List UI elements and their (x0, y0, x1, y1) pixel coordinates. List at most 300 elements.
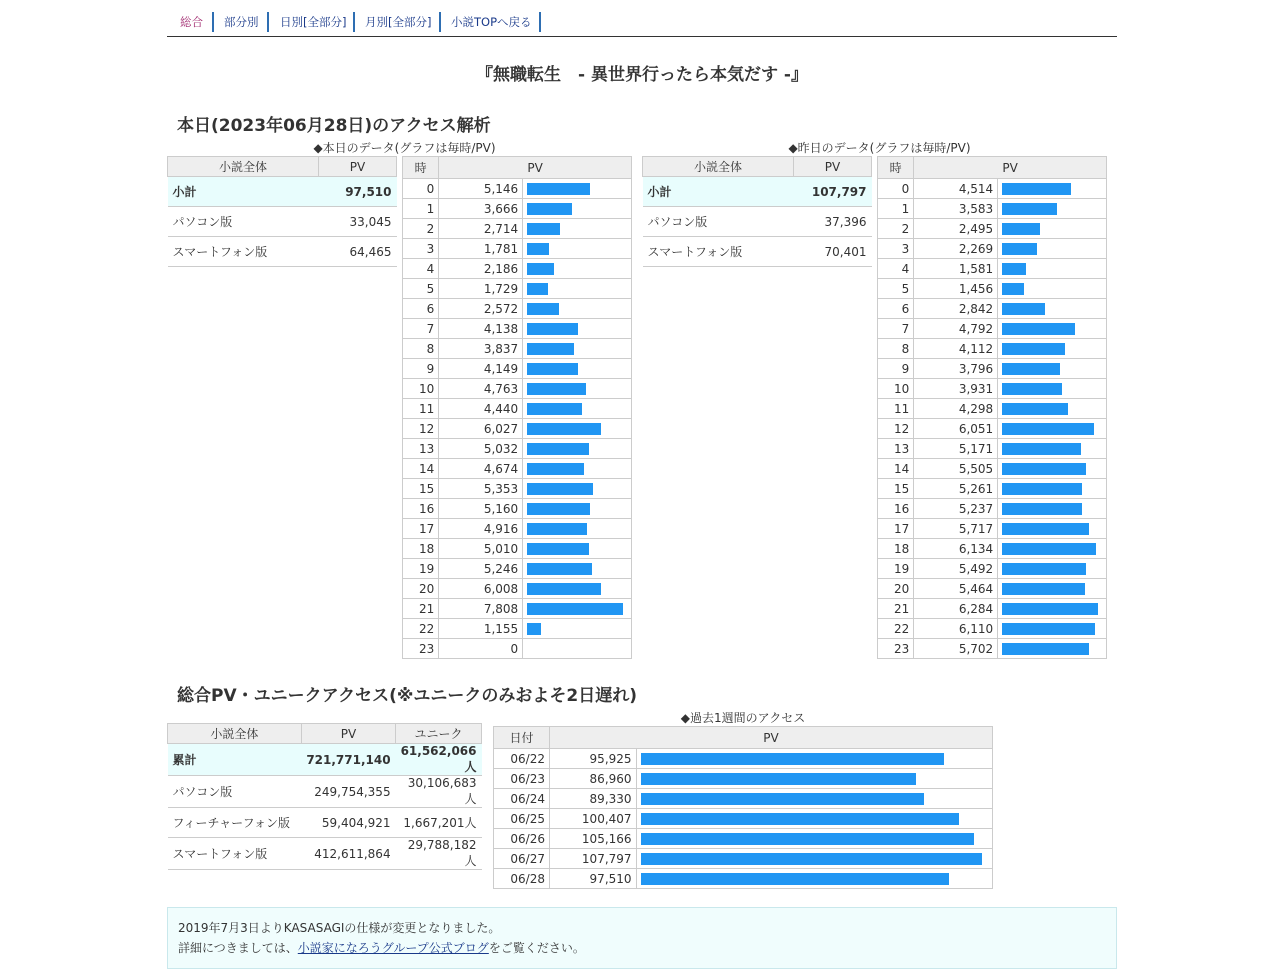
hour-row (403, 279, 632, 299)
pv-bar (641, 773, 916, 785)
pv-bar (641, 753, 944, 765)
pv-bar (1002, 303, 1045, 315)
pv-bar (527, 263, 554, 275)
bar-cell (523, 339, 632, 359)
row-value: 70,401 (794, 237, 872, 267)
row-pv: 249,754,355 (301, 776, 395, 808)
nav-item-monthly[interactable]: 月別[全部分] (365, 15, 432, 29)
hour-row (403, 419, 632, 439)
pv-cell: 4,440 (439, 399, 523, 419)
row-label: スマートフォン版 (643, 237, 794, 267)
date-cell: 06/22 (494, 749, 550, 769)
bar-cell (523, 519, 632, 539)
hour-cell: 14 (403, 459, 439, 479)
bar-cell (523, 499, 632, 519)
hour-cell: 20 (878, 579, 914, 599)
hour-row (878, 519, 1107, 539)
pv-bar (527, 503, 590, 515)
week-row (494, 769, 993, 789)
pv-bar (1002, 603, 1098, 615)
hour-cell: 16 (878, 499, 914, 519)
row-value: 33,045 (319, 207, 397, 237)
hour-cell: 13 (403, 439, 439, 459)
pv-cell: 5,464 (914, 579, 998, 599)
bar-cell (523, 599, 632, 619)
pv-bar (1002, 383, 1062, 395)
today-heading: 本日(2023年06月28日)のアクセス解析 (177, 116, 491, 136)
pv-cell: 5,237 (914, 499, 998, 519)
hour-row (403, 499, 632, 519)
table-row (643, 237, 872, 267)
hour-cell: 2 (878, 219, 914, 239)
table-row (168, 776, 482, 808)
pv-bar (1002, 523, 1089, 535)
hour-row (403, 339, 632, 359)
bar-cell (523, 219, 632, 239)
pv-bar (641, 833, 974, 845)
nav-separator (267, 12, 269, 32)
bar-cell (523, 419, 632, 439)
pv-cell: 1,781 (439, 239, 523, 259)
pv-cell: 1,729 (439, 279, 523, 299)
hour-cell: 1 (878, 199, 914, 219)
table-row (643, 177, 872, 207)
pv-bar (1002, 463, 1086, 475)
hour-cell: 1 (403, 199, 439, 219)
pv-cell: 4,138 (439, 319, 523, 339)
row-unique: 1,667,201人 (396, 808, 482, 838)
row-value: 97,510 (319, 177, 397, 207)
bar-cell (998, 219, 1107, 239)
pv-bar (1002, 583, 1085, 595)
bar-cell (523, 539, 632, 559)
today-summary-table (167, 156, 397, 267)
pv-cell: 7,808 (439, 599, 523, 619)
notice-prefix: 詳細につきましては、 (178, 941, 298, 955)
bar-cell (523, 579, 632, 599)
hour-cell: 5 (878, 279, 914, 299)
pv-bar (527, 223, 560, 235)
pv-bar (641, 853, 982, 865)
hour-cell: 19 (403, 559, 439, 579)
bar-cell (998, 359, 1107, 379)
row-label: フィーチャーフォン版 (168, 808, 302, 838)
today-hourly-table (402, 156, 632, 659)
pv-bar (527, 303, 559, 315)
row-label: パソコン版 (168, 776, 302, 808)
pv-cell: 5,010 (439, 539, 523, 559)
hour-row (878, 459, 1107, 479)
hour-cell: 16 (403, 499, 439, 519)
hour-cell: 11 (878, 399, 914, 419)
pv-bar (527, 483, 593, 495)
hour-row (878, 559, 1107, 579)
bar-cell (523, 559, 632, 579)
bar-cell (523, 379, 632, 399)
pv-bar (527, 243, 549, 255)
bar-cell (523, 439, 632, 459)
bar-cell (636, 809, 992, 829)
hour-row (403, 199, 632, 219)
pv-bar (527, 343, 574, 355)
pv-bar (1002, 343, 1065, 355)
bar-cell (998, 539, 1107, 559)
hour-row (878, 259, 1107, 279)
table-row (168, 237, 397, 267)
table-row (168, 207, 397, 237)
hour-row (878, 239, 1107, 259)
hour-cell: 22 (878, 619, 914, 639)
notice-suffix: をご覧ください。 (488, 941, 585, 955)
bar-cell (636, 769, 992, 789)
pv-cell: 5,246 (439, 559, 523, 579)
hour-row (878, 579, 1107, 599)
pv-cell: 2,495 (914, 219, 998, 239)
hour-cell: 22 (403, 619, 439, 639)
pv-cell: 86,960 (550, 769, 637, 789)
date-cell: 06/26 (494, 829, 550, 849)
hour-row (878, 179, 1107, 199)
row-label: パソコン版 (168, 207, 319, 237)
bar-cell (998, 479, 1107, 499)
row-value: 37,396 (794, 207, 872, 237)
hour-cell: 11 (403, 399, 439, 419)
pv-cell: 4,916 (439, 519, 523, 539)
bar-cell (998, 379, 1107, 399)
hour-row (878, 399, 1107, 419)
hour-row (878, 199, 1107, 219)
week-row (494, 849, 993, 869)
pv-bar (527, 563, 592, 575)
bar-cell (998, 499, 1107, 519)
bar-cell (998, 259, 1107, 279)
hour-row (878, 639, 1107, 659)
pv-bar (1002, 283, 1024, 295)
pv-cell: 6,051 (914, 419, 998, 439)
date-cell: 06/24 (494, 789, 550, 809)
pv-bar (1002, 483, 1082, 495)
hour-cell: 21 (878, 599, 914, 619)
total-summary-table (167, 723, 482, 870)
pv-cell: 2,714 (439, 219, 523, 239)
pv-cell: 1,155 (439, 619, 523, 639)
hour-row (403, 379, 632, 399)
pv-cell: 89,330 (550, 789, 637, 809)
nav-item-novel-top[interactable]: 小説TOPへ戻る (451, 15, 532, 29)
hour-cell: 14 (878, 459, 914, 479)
pv-bar (1002, 223, 1040, 235)
pv-cell: 3,931 (914, 379, 998, 399)
bar-cell (523, 359, 632, 379)
hour-cell: 18 (878, 539, 914, 559)
bar-cell (998, 299, 1107, 319)
pv-cell: 6,008 (439, 579, 523, 599)
hour-cell: 23 (878, 639, 914, 659)
nav-separator (353, 12, 355, 32)
col-header: 小説全体 (643, 157, 794, 177)
hour-row (403, 319, 632, 339)
hour-cell: 18 (403, 539, 439, 559)
pv-bar (1002, 203, 1057, 215)
table-row (168, 177, 397, 207)
bar-cell (998, 199, 1107, 219)
nav-separator (439, 12, 441, 32)
table-row (168, 838, 482, 870)
bar-cell (636, 829, 992, 849)
week-row (494, 829, 993, 849)
pv-bar (1002, 263, 1026, 275)
col-header: PV (914, 157, 1107, 179)
row-unique: 30,106,683人 (396, 776, 482, 808)
pv-bar (527, 363, 578, 375)
bar-cell (998, 459, 1107, 479)
week-row (494, 869, 993, 889)
bar-cell (998, 639, 1107, 659)
week-row (494, 789, 993, 809)
bar-cell (523, 199, 632, 219)
bar-cell (636, 749, 992, 769)
hour-row (403, 579, 632, 599)
pv-bar (527, 543, 589, 555)
pv-cell: 3,837 (439, 339, 523, 359)
table-row (643, 207, 872, 237)
bar-cell (523, 619, 632, 639)
official-blog-link[interactable]: 小説家になろうグループ公式ブログ (297, 941, 489, 955)
row-label: 累計 (168, 744, 302, 776)
nav-separator (539, 12, 541, 32)
row-unique: 29,788,182人 (396, 838, 482, 870)
hour-cell: 0 (403, 179, 439, 199)
bar-cell (998, 559, 1107, 579)
col-header: PV (301, 724, 395, 744)
pv-cell: 6,134 (914, 539, 998, 559)
hour-row (878, 499, 1107, 519)
row-value: 107,797 (794, 177, 872, 207)
hour-cell: 17 (403, 519, 439, 539)
nav-item-daily[interactable]: 日別[全部分] (280, 15, 347, 29)
pv-cell: 2,269 (914, 239, 998, 259)
pv-cell: 97,510 (550, 869, 637, 889)
pv-cell: 5,505 (914, 459, 998, 479)
week-row (494, 809, 993, 829)
bar-cell (523, 299, 632, 319)
pv-bar (641, 813, 959, 825)
hour-row (878, 339, 1107, 359)
hour-cell: 15 (403, 479, 439, 499)
pv-cell: 2,186 (439, 259, 523, 279)
hour-row (403, 259, 632, 279)
hour-cell: 9 (878, 359, 914, 379)
pv-bar (527, 283, 548, 295)
row-unique: 61,562,066人 (396, 744, 482, 776)
date-cell: 06/25 (494, 809, 550, 829)
hour-cell: 3 (403, 239, 439, 259)
hour-cell: 12 (403, 419, 439, 439)
hour-cell: 9 (403, 359, 439, 379)
pv-cell: 95,925 (550, 749, 637, 769)
date-cell: 06/27 (494, 849, 550, 869)
table-row (168, 744, 482, 776)
yesterday-summary-table (642, 156, 872, 267)
bar-cell (998, 579, 1107, 599)
pv-bar (527, 443, 589, 455)
pv-cell: 4,763 (439, 379, 523, 399)
bar-cell (998, 339, 1107, 359)
hour-cell: 10 (878, 379, 914, 399)
bar-cell (998, 519, 1107, 539)
col-header: 小説全体 (168, 157, 319, 177)
hour-cell: 21 (403, 599, 439, 619)
row-pv: 412,611,864 (301, 838, 395, 870)
pv-cell: 1,581 (914, 259, 998, 279)
yesterday-hourly-table (877, 156, 1107, 659)
pv-bar (527, 623, 541, 635)
pv-cell: 4,674 (439, 459, 523, 479)
pv-cell: 5,702 (914, 639, 998, 659)
hour-row (403, 559, 632, 579)
pv-bar (1002, 563, 1086, 575)
pv-cell: 100,407 (550, 809, 637, 829)
pv-cell: 3,583 (914, 199, 998, 219)
pv-cell: 5,160 (439, 499, 523, 519)
pv-cell: 105,166 (550, 829, 637, 849)
hour-row (403, 539, 632, 559)
hour-cell: 0 (878, 179, 914, 199)
hour-row (878, 319, 1107, 339)
bar-cell (998, 399, 1107, 419)
pv-cell: 2,572 (439, 299, 523, 319)
week-caption: ◆過去1週間のアクセス (680, 711, 806, 725)
pv-bar (527, 583, 601, 595)
notice-line-1: 2019年7月3日よりKASASAGIの仕様が変更となりました。 (178, 921, 501, 935)
row-label: パソコン版 (643, 207, 794, 237)
pv-bar (527, 203, 572, 215)
bar-cell (523, 639, 632, 659)
pv-cell: 5,492 (914, 559, 998, 579)
pv-cell: 4,514 (914, 179, 998, 199)
bar-cell (523, 259, 632, 279)
bar-cell (998, 319, 1107, 339)
pv-bar (1002, 363, 1060, 375)
hour-cell: 17 (878, 519, 914, 539)
bar-cell (636, 849, 992, 869)
yesterday-caption: ◆昨日のデータ(グラフは毎時/PV) (788, 141, 971, 155)
pv-cell: 4,149 (439, 359, 523, 379)
bar-cell (998, 439, 1107, 459)
pv-cell: 6,284 (914, 599, 998, 619)
hour-row (403, 639, 632, 659)
bar-cell (523, 459, 632, 479)
row-label: スマートフォン版 (168, 237, 319, 267)
hour-cell: 23 (403, 639, 439, 659)
hour-cell: 4 (403, 259, 439, 279)
pv-bar (1002, 243, 1037, 255)
pv-bar (1002, 503, 1082, 515)
pv-bar (527, 603, 623, 615)
pv-cell: 6,027 (439, 419, 523, 439)
hour-cell: 7 (403, 319, 439, 339)
pv-cell: 5,353 (439, 479, 523, 499)
hour-row (403, 359, 632, 379)
hour-row (403, 399, 632, 419)
col-header: PV (439, 157, 632, 179)
pv-bar (1002, 443, 1081, 455)
bar-cell (998, 419, 1107, 439)
pv-cell: 3,796 (914, 359, 998, 379)
bar-cell (523, 319, 632, 339)
pv-bar (641, 793, 924, 805)
hour-cell: 7 (878, 319, 914, 339)
hour-row (403, 239, 632, 259)
pv-bar (641, 873, 949, 885)
pv-cell: 1,456 (914, 279, 998, 299)
pv-cell: 2,842 (914, 299, 998, 319)
col-header: PV (319, 157, 397, 177)
notice-line-2 (168, 938, 1116, 958)
hour-row (878, 279, 1107, 299)
pv-bar (527, 403, 582, 415)
hour-cell: 2 (403, 219, 439, 239)
hour-row (878, 539, 1107, 559)
week-table (493, 726, 993, 889)
hour-cell: 4 (878, 259, 914, 279)
hour-row (878, 219, 1107, 239)
bar-cell (998, 279, 1107, 299)
hour-row (403, 599, 632, 619)
row-label: スマートフォン版 (168, 838, 302, 870)
hour-cell: 12 (878, 419, 914, 439)
pv-cell: 4,298 (914, 399, 998, 419)
pv-bar (527, 183, 590, 195)
col-header: 時 (878, 157, 914, 179)
bar-cell (523, 279, 632, 299)
hour-row (403, 459, 632, 479)
pv-bar (527, 463, 584, 475)
pv-cell: 5,261 (914, 479, 998, 499)
hour-row (878, 439, 1107, 459)
hour-cell: 20 (403, 579, 439, 599)
hour-row (878, 299, 1107, 319)
pv-cell: 4,112 (914, 339, 998, 359)
nav-separator (212, 12, 214, 32)
nav-item-by-part[interactable]: 部分別 (224, 15, 259, 29)
pv-bar (1002, 623, 1095, 635)
nav-item-overview[interactable]: 総合 (180, 15, 203, 29)
col-header: 小説全体 (168, 724, 302, 744)
total-heading: 総合PV・ユニークアクセス(※ユニークのみおよそ2日遅れ) (177, 686, 637, 706)
pv-cell: 0 (439, 639, 523, 659)
col-header: 日付 (494, 727, 550, 749)
hour-row (878, 479, 1107, 499)
bar-cell (523, 479, 632, 499)
hour-row (403, 179, 632, 199)
today-caption: ◆本日のデータ(グラフは毎時/PV) (313, 141, 496, 155)
pv-bar (527, 323, 578, 335)
hour-cell: 19 (878, 559, 914, 579)
hour-row (878, 359, 1107, 379)
hour-cell: 6 (403, 299, 439, 319)
col-header: PV (794, 157, 872, 177)
pv-bar (1002, 423, 1094, 435)
pv-bar (527, 523, 587, 535)
hour-cell: 6 (878, 299, 914, 319)
bar-cell (636, 789, 992, 809)
row-pv: 721,771,140 (301, 744, 395, 776)
col-header: PV (550, 727, 993, 749)
hour-cell: 13 (878, 439, 914, 459)
bar-cell (523, 399, 632, 419)
pv-cell: 5,032 (439, 439, 523, 459)
